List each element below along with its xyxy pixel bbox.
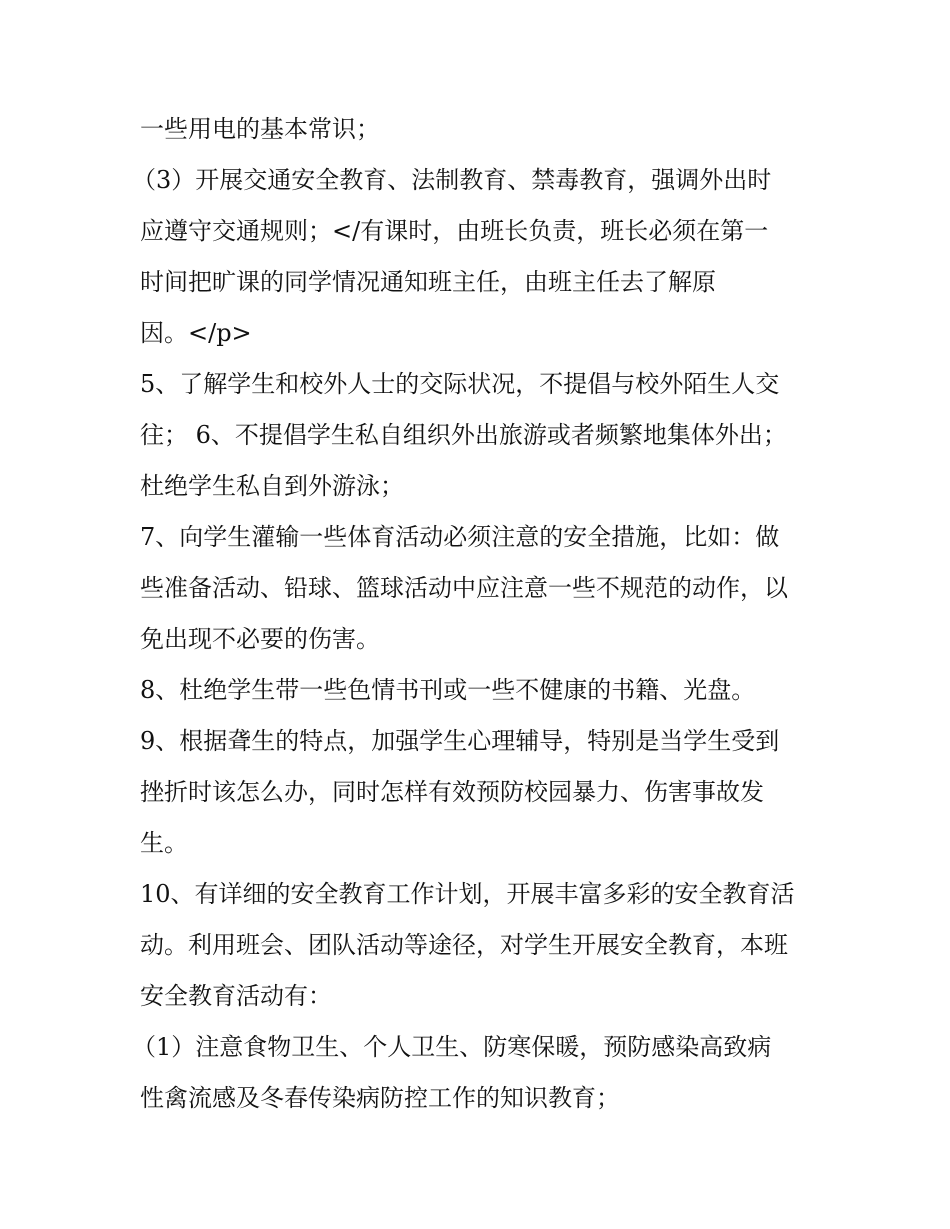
text-line-20: 性禽流感及冬春传染病防控工作的知识教育； — [140, 1084, 620, 1112]
text-line-18: 安全教育活动有： — [140, 982, 332, 1010]
text-line-13: 9、根据聋生的特点，加强学生心理辅导，特别是当学生受到 — [140, 727, 780, 755]
text-line-9: 7、向学生灌输一些体育活动必须注意的安全措施，比如：做 — [140, 523, 780, 551]
text-line-8: 杜绝学生私自到外游泳； — [140, 472, 404, 500]
text-line-1: 一些用电的基本常识； — [140, 115, 380, 143]
text-line-5: 因。</p> — [140, 319, 252, 347]
text-line-16: 10、有详细的安全教育工作计划，开展丰富多彩的安全教育活 — [140, 880, 795, 908]
text-line-19: （1）注意食物卫生、个人卫生、防寒保暖，预防感染高致病 — [132, 1033, 772, 1061]
text-line-10: 些准备活动、铅球、篮球活动中应注意一些不规范的动作，以 — [140, 574, 788, 602]
text-line-6: 5、了解学生和校外人士的交际状况，不提倡与校外陌生人交 — [140, 370, 780, 398]
text-line-11: 免出现不必要的伤害。 — [140, 625, 380, 653]
text-line-15: 生。 — [140, 829, 188, 857]
text-line-12: 8、杜绝学生带一些色情书刊或一些不健康的书籍、光盘。 — [140, 676, 756, 704]
text-line-4: 时间把旷课的同学情况通知班主任，由班主任去了解原 — [140, 268, 716, 296]
document-body — [132, 104, 820, 1124]
text-line-17: 动。利用班会、团队活动等途径，对学生开展安全教育，本班 — [140, 931, 788, 959]
text-line-7: 往； 6、不提倡学生私自组织外出旅游或者频繁地集体外出； — [140, 421, 787, 449]
text-line-2: （3）开展交通安全教育、法制教育、禁毒教育，强调外出时 — [132, 166, 772, 194]
text-line-14: 挫折时该怎么办，同时怎样有效预防校园暴力、伤害事故发 — [140, 778, 764, 806]
text-line-3: 应遵守交通规则；</有课时，由班长负责，班长必须在第一 — [140, 217, 769, 245]
